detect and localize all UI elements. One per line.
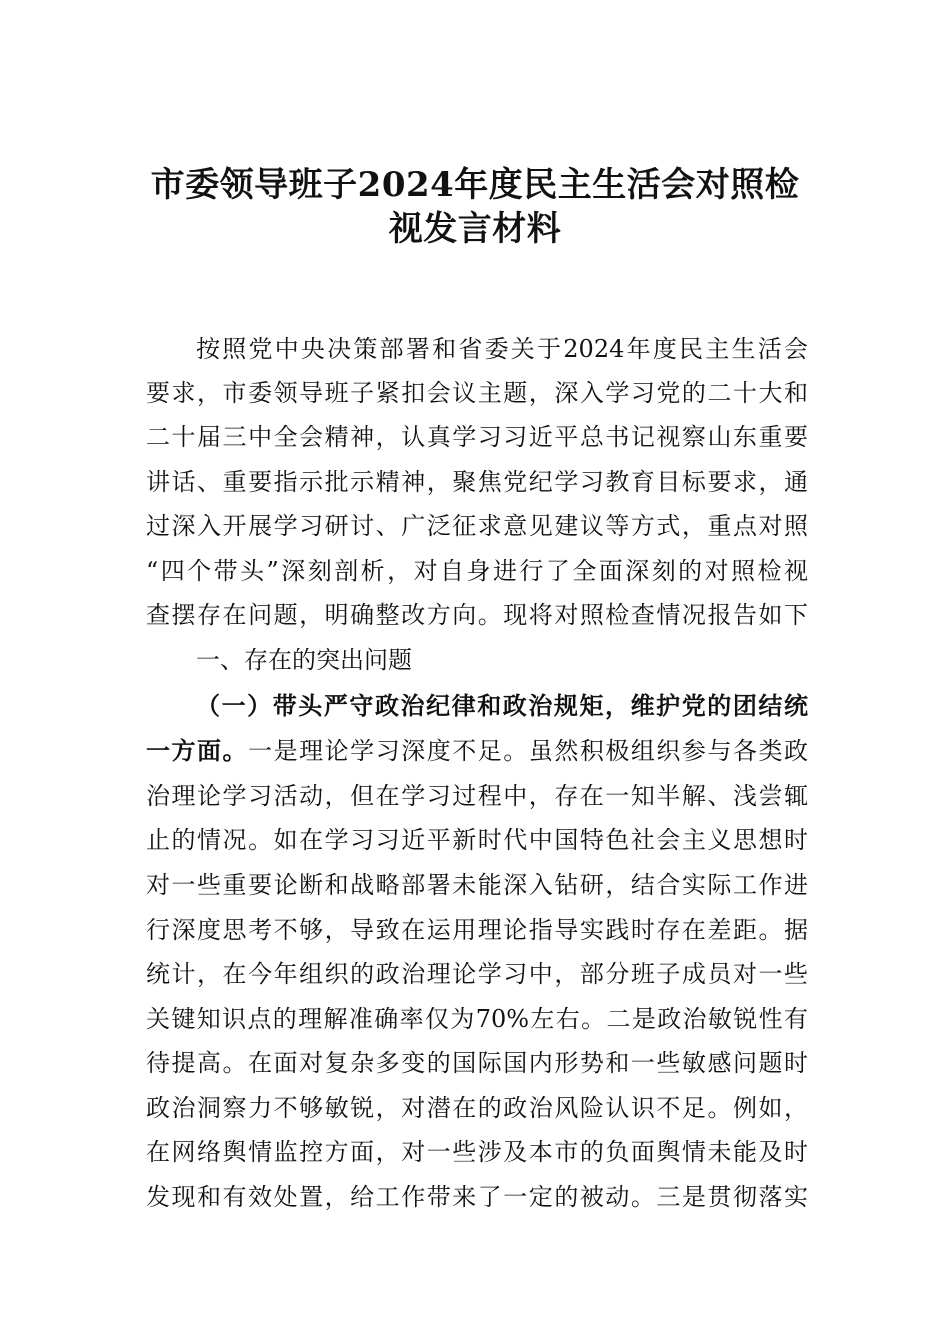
intro-line: 讲话、重要指示批示精神，聚焦党纪学习教育目标要求，通 <box>146 468 808 496</box>
intro-line: 二十届三中全会精神，认真学习习近平总书记视察山东重要 <box>146 423 808 451</box>
subsection-line <box>146 729 808 773</box>
subsection-line: 发现和有效处置，给工作带来了一定的被动。三是贯彻落实 <box>146 1183 808 1211</box>
document-title-line-1: 市委领导班子2024年度民主生活会对照检 <box>150 165 800 205</box>
subsection-heading-line: （一）带头严守政治纪律和政治规矩，维护党的团结统 <box>196 691 808 720</box>
subsection-line: 止的情况。如在学习习近平新时代中国特色社会主义思想时 <box>146 826 808 854</box>
subsection-line: 统计，在今年组织的政治理论学习中，部分班子成员对一些 <box>146 960 808 988</box>
subsection-heading-tail: 一方面。 <box>146 736 249 765</box>
section-heading: 一、存在的突出问题 <box>196 646 412 674</box>
intro-line: “四个带头”深刻剖析，对自身进行了全面深刻的对照检视 <box>146 557 808 585</box>
subsection-line: 在网络舆情监控方面，对一些涉及本市的负面舆情未能及时 <box>146 1138 808 1166</box>
subsection-line: 行深度思考不够，导致在运用理论指导实践时存在差距。据 <box>146 916 808 944</box>
subsection-line: 待提高。在面对复杂多变的国际国内形势和一些敏感问题时 <box>146 1049 808 1077</box>
subsection-line-text: 一是理论学习深度不足。虽然积极组织参与各类政 <box>248 737 809 765</box>
subsection-line: 对一些重要论断和战略部署未能深入钻研，结合实际工作进 <box>146 871 808 899</box>
subsection-line: 治理论学习活动，但在学习过程中，存在一知半解、浅尝辄 <box>146 782 808 810</box>
intro-line: 按照党中央决策部署和省委关于2024年度民主生活会 <box>196 335 808 363</box>
document-title-line-2: 视发言材料 <box>388 209 562 249</box>
intro-line: 要求，市委领导班子紧扣会议主题，深入学习党的二十大和 <box>146 379 808 407</box>
intro-line: 过深入开展学习研讨、广泛征求意见建议等方式，重点对照 <box>146 512 808 540</box>
subsection-line: 关键知识点的理解准确率仅为70%左右。二是政治敏锐性有 <box>146 1005 808 1033</box>
subsection-line: 政治洞察力不够敏锐，对潜在的政治风险认识不足。例如， <box>146 1094 808 1122</box>
intro-line: 查摆存在问题，明确整改方向。现将对照检查情况报告如下 <box>146 601 808 629</box>
